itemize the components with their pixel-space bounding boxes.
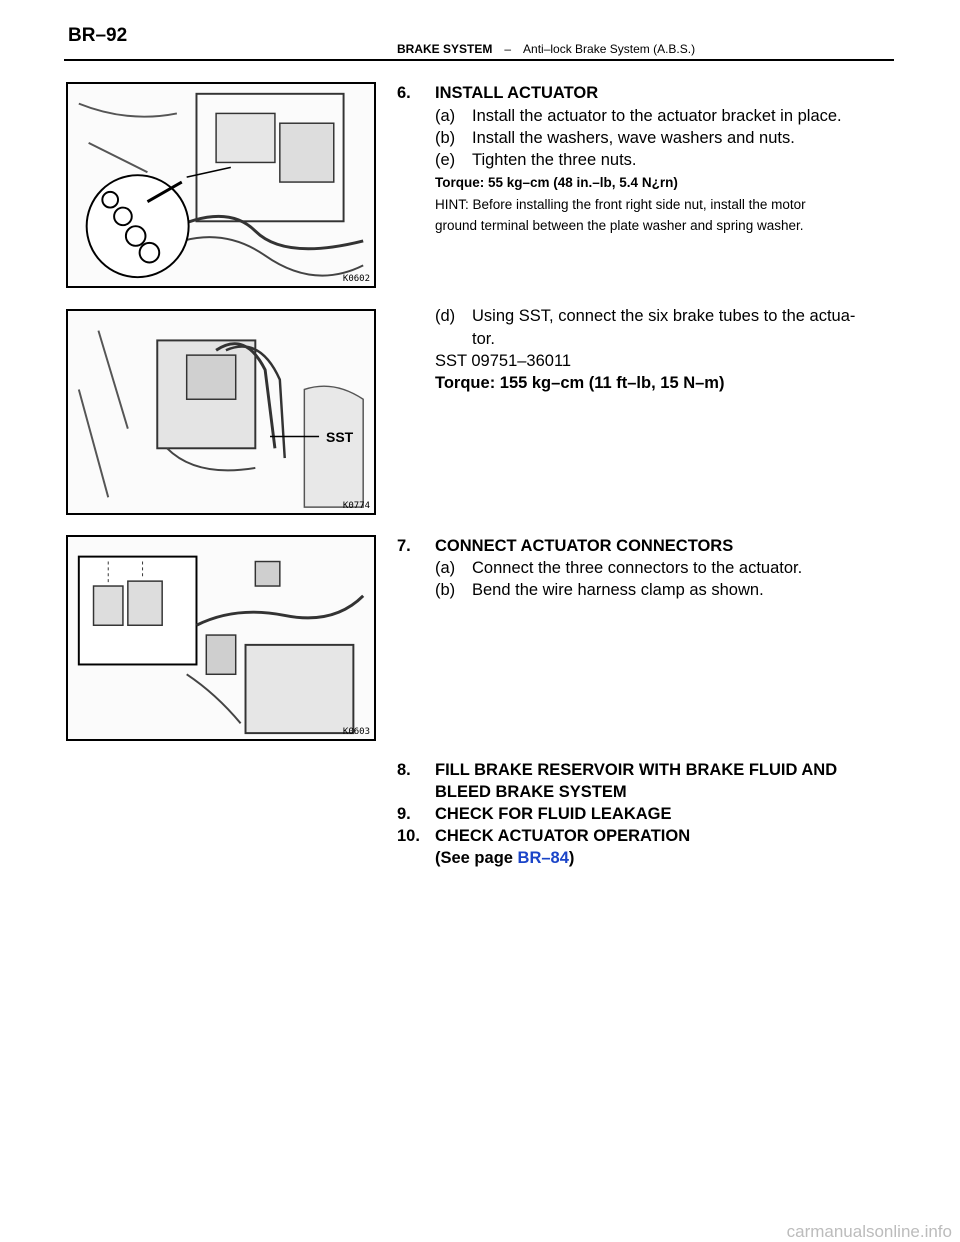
step-10-number: 10. — [397, 827, 420, 845]
step-7b-text: Bend the wire harness clamp as shown. — [472, 581, 764, 599]
step-9-number: 9. — [397, 805, 411, 823]
step-6a-text: Install the actuator to the actuator bracket in place. — [472, 107, 842, 125]
figure-connectors — [66, 535, 376, 741]
sst-number: SST 09751–36011 — [435, 352, 572, 370]
reference-suffix: ) — [568, 849, 575, 867]
reference-prefix: (See page — [435, 849, 518, 867]
figure-brake-tubes — [66, 309, 376, 515]
step-8-title-1: FILL BRAKE RESERVOIR WITH BRAKE FLUID AND — [435, 761, 838, 779]
step-6d-label: (d) — [435, 307, 456, 325]
sst-callout: SST — [326, 429, 354, 445]
step-8-number: 8. — [397, 761, 411, 779]
torque-spec-1: Torque: 55 kg–cm (48 in.–lb, 5.4 N¿rn) — [435, 175, 678, 190]
step-6-title: INSTALL ACTUATOR — [435, 84, 599, 102]
brake-tubes-illustration — [68, 311, 374, 513]
step-9-title: CHECK FOR FLUID LEAKAGE — [435, 805, 672, 823]
step-7-number: 7. — [397, 537, 411, 555]
step-6b-label: (b) — [435, 129, 456, 147]
section-title: BRAKE SYSTEM — [397, 42, 493, 56]
step-8-title-2: BLEED BRAKE SYSTEM — [435, 783, 627, 801]
connectors-illustration — [68, 537, 374, 739]
step-7a-text: Connect the three connectors to the actuator. — [472, 559, 803, 577]
figure-code: K0602 — [342, 274, 370, 284]
actuator-illustration — [68, 84, 374, 286]
torque-spec-2: Torque: 155 kg–cm (11 ft–lb, 15 N–m) — [435, 374, 725, 392]
step-6a-label: (a) — [435, 107, 456, 125]
hint-line-1: HINT: Before installing the front right side nut, install the motor — [435, 197, 806, 212]
step-7b-label: (b) — [435, 581, 456, 599]
watermark: carmanualsonline.info — [786, 1222, 952, 1241]
figure-code: K0603 — [342, 727, 370, 737]
step-6e-label: (e) — [435, 151, 456, 169]
step-6e-text: Tighten the three nuts. — [472, 151, 637, 169]
figure-actuator-install — [66, 82, 376, 288]
step-7a-label: (a) — [435, 559, 456, 577]
running-header — [397, 42, 695, 56]
header-separator: – — [504, 42, 512, 56]
step-10-title: CHECK ACTUATOR OPERATION — [435, 827, 691, 845]
page-reference-link[interactable]: BR–84 — [517, 849, 569, 867]
page-number: BR–92 — [68, 25, 128, 46]
step-6d-text-2: tor. — [472, 330, 495, 348]
step-10-reference — [435, 847, 574, 869]
step-7-title: CONNECT ACTUATOR CONNECTORS — [435, 537, 734, 555]
subsection-title: Anti–lock Brake System (A.B.S.) — [523, 42, 696, 56]
step-6b-text: Install the washers, wave washers and nuts. — [472, 129, 795, 147]
step-6d-text-1: Using SST, connect the six brake tubes to the actua- — [472, 307, 856, 325]
figure-code: K0774 — [342, 501, 370, 511]
hint-line-2: ground terminal between the plate washer and spring washer. — [435, 218, 804, 233]
header-rule — [64, 59, 894, 61]
step-6-number: 6. — [397, 84, 411, 102]
